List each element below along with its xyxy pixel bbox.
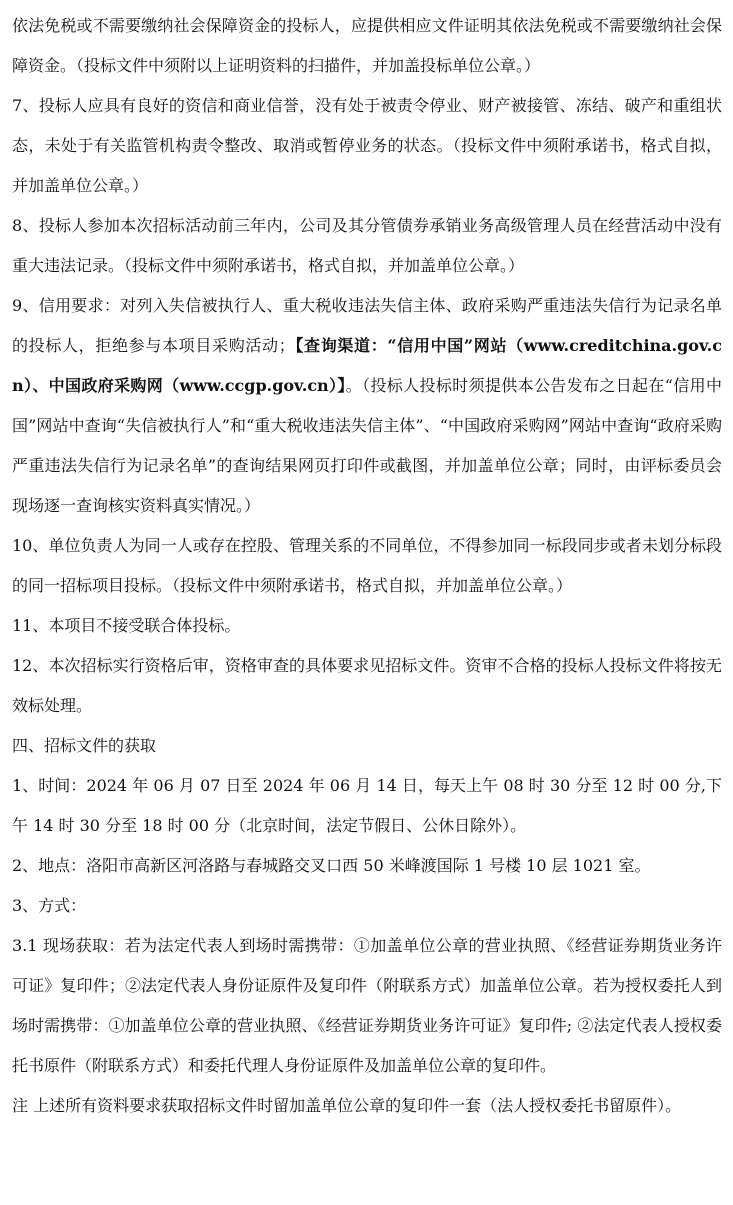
paragraph-item-8: 8、投标人参加本次招标活动前三年内，公司及其分管债券承销业务高级管理人员在经营活动中没有重大违法记录。（投标文件中须附承诺书，格式自拟，并加盖单位公章。） (12, 216, 722, 275)
credit-requirement-lead: 9、信用要求：对列入失信被执行人、重大税收违法失信主体、政府采购严重违法失信行为记录名单的投标人，拒绝参与本项目采购活动； (12, 296, 722, 355)
credit-query-channels: 【查询渠道：“信用中国”网站（www.creditchina.gov.cn）、中国政府采购网（www.ccgp.gov.cn）】 (12, 336, 722, 395)
paragraph-item-12: 12、本次招标实行资格后审，资格审查的具体要求见招标文件。资审不合格的投标人投标文件将按无效标处理。 (12, 656, 722, 715)
paragraph-item-11: 11、本项目不接受联合体投标。 (12, 616, 241, 635)
paragraph-onsite-acquisition: 3.1 现场获取：若为法定代表人到场时需携带：①加盖单位公章的营业执照、《经营证券期货业务许可证》复印件；②法定代表人身份证原件及复印件（附联系方式）加盖单位公章。若为授权委托人到场时需携带：①加盖单位公章的营业执照、《经营证券期货业务许可证》复印件; ②法定代表人授权委托书原件（附联系方式）和委托代理人身份证原件及加盖单位公章的复印件。 (12, 936, 722, 1075)
credit-requirement-tail: 。（投标人投标时须提供本公告发布之日起在“信用中国”网站中查询“失信被执行人”和“重大税收违法失信主体”、“中国政府采购网”网站中查询“政府采购严重违法失信行为记录名单”的查询结果网页打印件或截图，并加盖单位公章；同时，由评标委员会现场逐一查询核实资料真实情况。） (12, 376, 722, 515)
section-heading-4: 四、招标文件的获取 (12, 736, 157, 755)
paragraph-time: 1、时间：2024 年 06 月 07 日至 2024 年 06 月 14 日，每天上午 08 时 30 分至 12 时 00 分,下午 14 时 30 分至 18 时 00 分（北京时间，法定节假日、公休日除外）。 (12, 776, 722, 835)
paragraph-item-10: 10、单位负责人为同一人或存在控股、管理关系的不同单位，不得参加同一标段同步或者未划分标段的同一招标项目投标。（投标文件中须附承诺书，格式自拟，并加盖单位公章。） (12, 536, 722, 595)
paragraph-note: 注 上述所有资料要求获取招标文件时留加盖单位公章的复印件一套（法人授权委托书留原件）。 (12, 1096, 682, 1115)
paragraph-item-7: 7、投标人应具有良好的资信和商业信誉，没有处于被责令停业、财产被接管、冻结、破产和重组状态，未处于有关监管机构责令整改、取消或暂停业务的状态。（投标文件中须附承诺书，格式自拟，并加盖单位公章。） (12, 96, 722, 195)
paragraph-location: 2、地点：洛阳市高新区河洛路与春城路交叉口西 50 米峰渡国际 1 号楼 10 层 1021 室。 (12, 856, 651, 875)
paragraph-tax-exemption: 依法免税或不需要缴纳社会保障资金的投标人，应提供相应文件证明其依法免税或不需要缴纳社会保障资金。（投标文件中须附以上证明资料的扫描件，并加盖投标单位公章。） (12, 16, 722, 75)
paragraph-item-9 (12, 286, 722, 526)
paragraph-method: 3、方式： (12, 896, 87, 915)
